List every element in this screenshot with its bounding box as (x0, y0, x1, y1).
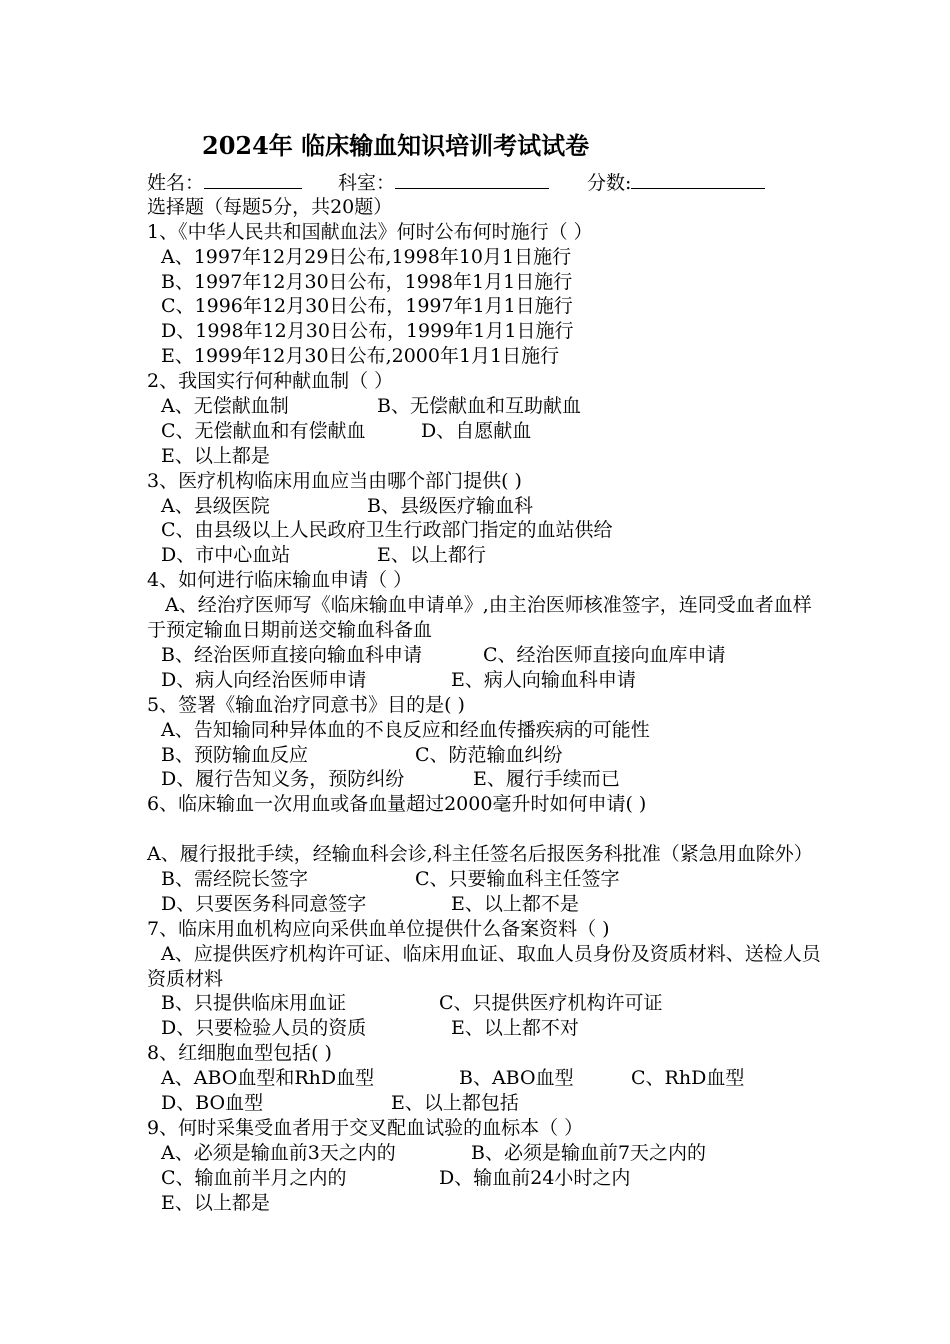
option: B、县级医疗输血科 (367, 494, 533, 517)
option-wrapped (147, 817, 827, 867)
option: E、以上都不是 (451, 892, 579, 915)
option-line (147, 1091, 827, 1116)
option: E、以上都是 (161, 1191, 270, 1214)
question-3: 3、医疗机构临床用血应当由哪个部门提供( ) (147, 469, 522, 492)
option: B、无偿献血和互助献血 (377, 395, 581, 418)
option-line (147, 543, 827, 568)
option-line (147, 394, 827, 419)
option-line (147, 743, 827, 768)
exam-title: 2024年 临床输血知识培训考试试卷 (202, 131, 590, 160)
option: E、以上都包括 (391, 1092, 519, 1115)
option-line (147, 1191, 827, 1216)
option: C、1996年12月30日公布，1997年1月1日施行 (161, 295, 573, 318)
option: D、自愿献血 (421, 419, 532, 442)
header-fields (147, 170, 827, 195)
option: D、BO血型 (161, 1092, 264, 1115)
option: D、输血前24小时之内 (439, 1166, 631, 1189)
option-line (147, 518, 827, 543)
score-blank[interactable] (631, 170, 765, 189)
option: B、1997年12月30日公布，1998年1月1日施行 (161, 270, 573, 293)
option-line (147, 294, 827, 319)
option-line (147, 1066, 827, 1091)
question-6: 6、临床输血一次用血或备血量超过2000毫升时如何申请( ) (147, 793, 647, 816)
option: A、县级医院 (161, 494, 270, 517)
section-heading: 选择题（每题5分，共20题） (147, 195, 393, 218)
option: C、RhD血型 (631, 1067, 745, 1090)
option: B、经治医师直接向输血科申请 (161, 643, 422, 666)
question-8: 8、红细胞血型包括( ) (147, 1042, 332, 1065)
option-line (147, 319, 827, 344)
option: D、只要医务科同意签字 (161, 892, 367, 915)
option-line (147, 344, 827, 369)
option: D、病人向经治医师申请 (161, 668, 367, 691)
option-line (147, 1166, 827, 1191)
option: E、以上都行 (377, 544, 486, 567)
option: C、防范输血纠纷 (415, 743, 563, 766)
option: D、履行告知义务，预防纠纷 (161, 768, 405, 791)
option-wrapped (147, 942, 827, 992)
option: B、需经院长签字 (161, 868, 308, 890)
option: A、必须是输血前3天之内的 (161, 1141, 396, 1164)
option: C、只提供医疗机构许可证 (439, 992, 663, 1015)
question-4: 4、如何进行临床输血申请（ ） (147, 569, 413, 592)
option: E、病人向输血科申请 (451, 668, 636, 691)
option: B、ABO血型 (459, 1067, 574, 1090)
option: E、以上都不对 (451, 1017, 579, 1040)
option: D、市中心血站 (161, 544, 291, 567)
option-line (147, 1141, 827, 1166)
question-1: 1、《中华人民共和国献血法》何时公布何时施行（ ） (147, 220, 593, 243)
option-line (147, 892, 827, 917)
score-label: 分数: (587, 172, 632, 194)
option: A、ABO血型和RhD血型 (161, 1067, 375, 1090)
option: C、由县级以上人民政府卫生行政部门指定的血站供给 (161, 519, 613, 542)
option-line (147, 718, 827, 743)
option: E、以上都是 (161, 444, 270, 467)
option-line (147, 867, 827, 892)
option: D、只要检验人员的资质 (161, 1017, 367, 1040)
option-line (147, 1016, 827, 1041)
option: C、输血前半月之内的 (161, 1166, 347, 1189)
option: A、无偿献血制 (161, 395, 289, 418)
option-line (147, 245, 827, 270)
option: B、必须是输血前7天之内的 (471, 1141, 707, 1164)
option: C、无偿献血和有偿献血 (161, 419, 366, 442)
question-2: 2、我国实行何种献血制（ ） (147, 370, 394, 393)
dept-blank[interactable] (395, 170, 549, 189)
option-line (147, 494, 827, 519)
option-line (147, 668, 827, 693)
option: E、1999年12月30日公布,2000年1月1日施行 (161, 345, 560, 368)
option-line (147, 419, 827, 444)
option-line (147, 767, 827, 792)
option: C、经治医师直接向血库申请 (483, 643, 726, 666)
option-line (147, 270, 827, 295)
name-blank[interactable] (204, 170, 302, 189)
option: C、只要输血科主任签字 (415, 868, 620, 890)
option-line (147, 444, 827, 469)
option: B、只提供临床用血证 (161, 992, 346, 1015)
question-5: 5、签署《输血治疗同意书》目的是( ) (147, 693, 465, 716)
option: A、履行报批手续，经输血科会诊,科主任签名后报医务科批准（紧急用血除外） (147, 843, 813, 866)
question-9: 9、何时采集受血者用于交叉配血试验的血标本（ ） (147, 1116, 584, 1139)
option-line (147, 643, 827, 668)
option: A、应提供医疗机构许可证、临床用血证、取血人员身份及资质材料、送检人员资质材料 (147, 942, 821, 990)
option: A、经治疗医师写《临床输血申请单》,由主治医师核准签字，连同受血者血样于预定输血日期前送交输血科备血 (147, 594, 812, 642)
dept-label: 科室： (338, 172, 396, 194)
option-wrapped (147, 593, 827, 643)
option: B、预防输血反应 (161, 743, 308, 766)
option: A、1997年12月29日公布,1998年10月1日施行 (161, 245, 572, 268)
exam-page (147, 126, 827, 1216)
option: D、1998年12月30日公布，1999年1月1日施行 (161, 320, 574, 343)
name-label: 姓名： (147, 172, 205, 194)
option: A、告知输同种异体血的不良反应和经血传播疾病的可能性 (161, 718, 650, 741)
question-7: 7、临床用血机构应向采供血单位提供什么备案资料（ ) (147, 917, 610, 940)
option-line (147, 991, 827, 1016)
option: E、履行手续而已 (473, 768, 620, 791)
